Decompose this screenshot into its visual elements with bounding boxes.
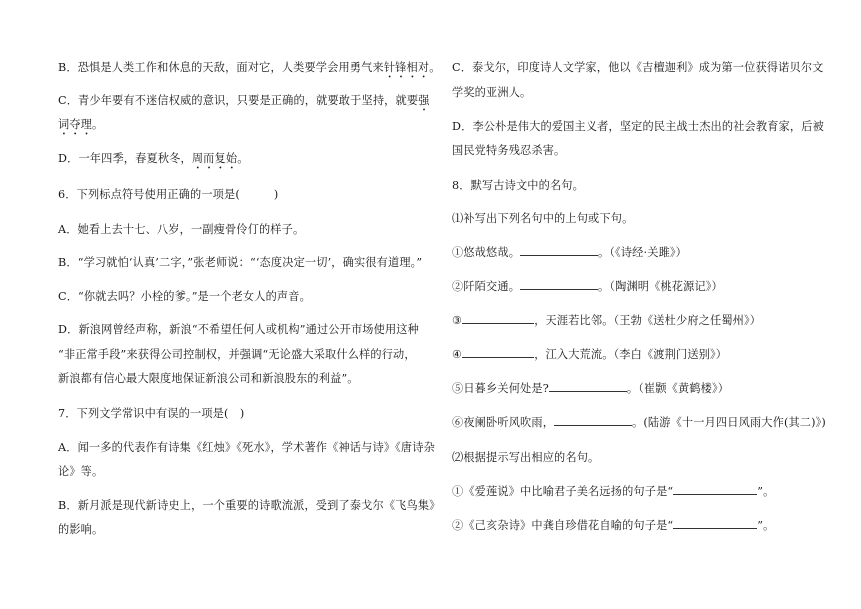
- q7-option-a-line2: 论》等。: [58, 465, 104, 478]
- text: 。（崔颢《黄鹤楼》）: [626, 382, 730, 395]
- poem-fill-6: [452, 415, 826, 431]
- q7-option-d-line1: D．李公朴是伟大的爱国主义者，坚定的民主战士杰出的社会教育家，后被: [452, 120, 824, 133]
- poem-fill-3: [452, 313, 761, 329]
- q6-option-c: C．“你就去吗？小栓的爹。”是一个老女人的声音。: [58, 290, 311, 303]
- q5-option-c-line1: [58, 93, 430, 114]
- text: C．青少年要有不迷信权威的意识，只要是正确的，就要敢于坚持，就要: [58, 94, 419, 107]
- poem-fill-1: [452, 245, 687, 261]
- hint-fill-1: [452, 484, 775, 500]
- emphasized-idiom: 周而复始: [191, 152, 238, 165]
- hint-fill-2: [452, 518, 775, 534]
- text: 。（《诗经·关雎》）: [598, 246, 687, 259]
- q5-option-b: [58, 60, 441, 81]
- text: ，天涯若比邻。（王勃《送杜少府之任蜀州》）: [534, 314, 762, 327]
- q7-option-c-line2: 学奖的亚洲人。: [452, 86, 532, 99]
- text: ”。: [757, 485, 775, 498]
- text: 。: [92, 118, 104, 131]
- text: ②《己亥杂诗》中龚自珍借花自喻的句子是“: [452, 519, 674, 532]
- emphasized-idiom: 针锋相对: [383, 61, 430, 74]
- answer-blank[interactable]: [462, 313, 534, 324]
- q6-option-b: B．“学习就怕‘认真’二字，”张老师说：“‘态度决定一切’，确实很有道理。”: [58, 256, 423, 269]
- text: 。: [237, 152, 249, 165]
- q7-option-b-line2: 的影响。: [58, 523, 104, 536]
- text: 。(陆游《十一月四日风雨大作(其二)》): [632, 416, 826, 429]
- answer-blank[interactable]: [554, 415, 632, 426]
- emphasized-idiom: 强: [418, 94, 430, 107]
- q6-option-d-line3: 新浪都有信心最大限度地保证新浪公司和新浪股东的利益”。: [58, 372, 359, 385]
- q7-option-c-line1: C．泰戈尔，印度诗人文学家，他以《吉檀迦利》成为第一位获得诺贝尔文: [452, 61, 824, 74]
- q6-option-d-line1: D．新浪网曾经声称，新浪“不希望任何人或机构”通过公开市场使用这种: [58, 323, 419, 336]
- answer-blank[interactable]: [673, 518, 757, 529]
- q7-option-a-line1: A．闻一多的代表作有诗集《红烛》《死水》，学术著作《神话与诗》《唐诗杂: [58, 441, 435, 454]
- text: ①《爱莲说》中比喻君子美名远扬的句子是“: [452, 485, 674, 498]
- text: ①悠哉悠哉。: [452, 246, 521, 259]
- q5-option-d: [58, 151, 249, 172]
- poem-fill-4: [452, 347, 727, 363]
- q8-part-2: ⑵根据提示写出相应的名句。: [452, 451, 600, 464]
- emphasized-idiom: 词夺理: [58, 118, 93, 131]
- text: ”。: [757, 519, 775, 532]
- q7-option-d-line2: 国民党特务残忍杀害。: [452, 144, 566, 157]
- answer-blank[interactable]: [520, 279, 598, 290]
- poem-fill-2: [452, 279, 723, 295]
- question-8: 8．默写古诗文中的名句。: [452, 179, 584, 192]
- poem-fill-5: [452, 381, 729, 397]
- text: ⑤日暮乡关何处是?: [452, 382, 549, 395]
- q7-option-b-line1: B．新月派是现代新诗史上，一个重要的诗歌流派，受到了泰戈尔《飞鸟集》: [58, 499, 441, 512]
- answer-blank[interactable]: [673, 484, 757, 495]
- text: ③: [452, 314, 463, 327]
- text: ④: [452, 348, 463, 361]
- answer-blank[interactable]: [462, 347, 534, 358]
- text: D．一年四季，春夏秋冬，: [58, 152, 192, 165]
- text: ②阡陌交通。: [452, 280, 521, 293]
- question-6: 6．下列标点符号使用正确的一项是( ): [58, 188, 279, 201]
- text: 。（陶渊明《桃花源记》）: [598, 280, 723, 293]
- q5-option-c-line2: [58, 117, 103, 138]
- text: B．恐惧是人类工作和休息的天敌，面对它，人类要学会用勇气来: [58, 61, 384, 74]
- question-7: 7．下列文学常识中有误的一项是( ): [58, 407, 245, 420]
- text: 。: [429, 61, 441, 74]
- q8-part-1: ⑴补写出下列名句中的上句或下句。: [452, 212, 634, 225]
- answer-blank[interactable]: [520, 245, 598, 256]
- text: ，江入大荒流。（李白《渡荆门送别》）: [534, 348, 728, 361]
- answer-blank[interactable]: [549, 381, 627, 392]
- q6-option-d-line2: “非正常手段”来获得公司控制权，并强调“无论盛大采取什么样的行动，: [58, 348, 416, 361]
- text: ⑥夜阑卧听风吹雨，: [452, 416, 555, 429]
- q6-option-a: A．她看上去十七、八岁，一副瘦骨伶仃的样子。: [58, 223, 305, 236]
